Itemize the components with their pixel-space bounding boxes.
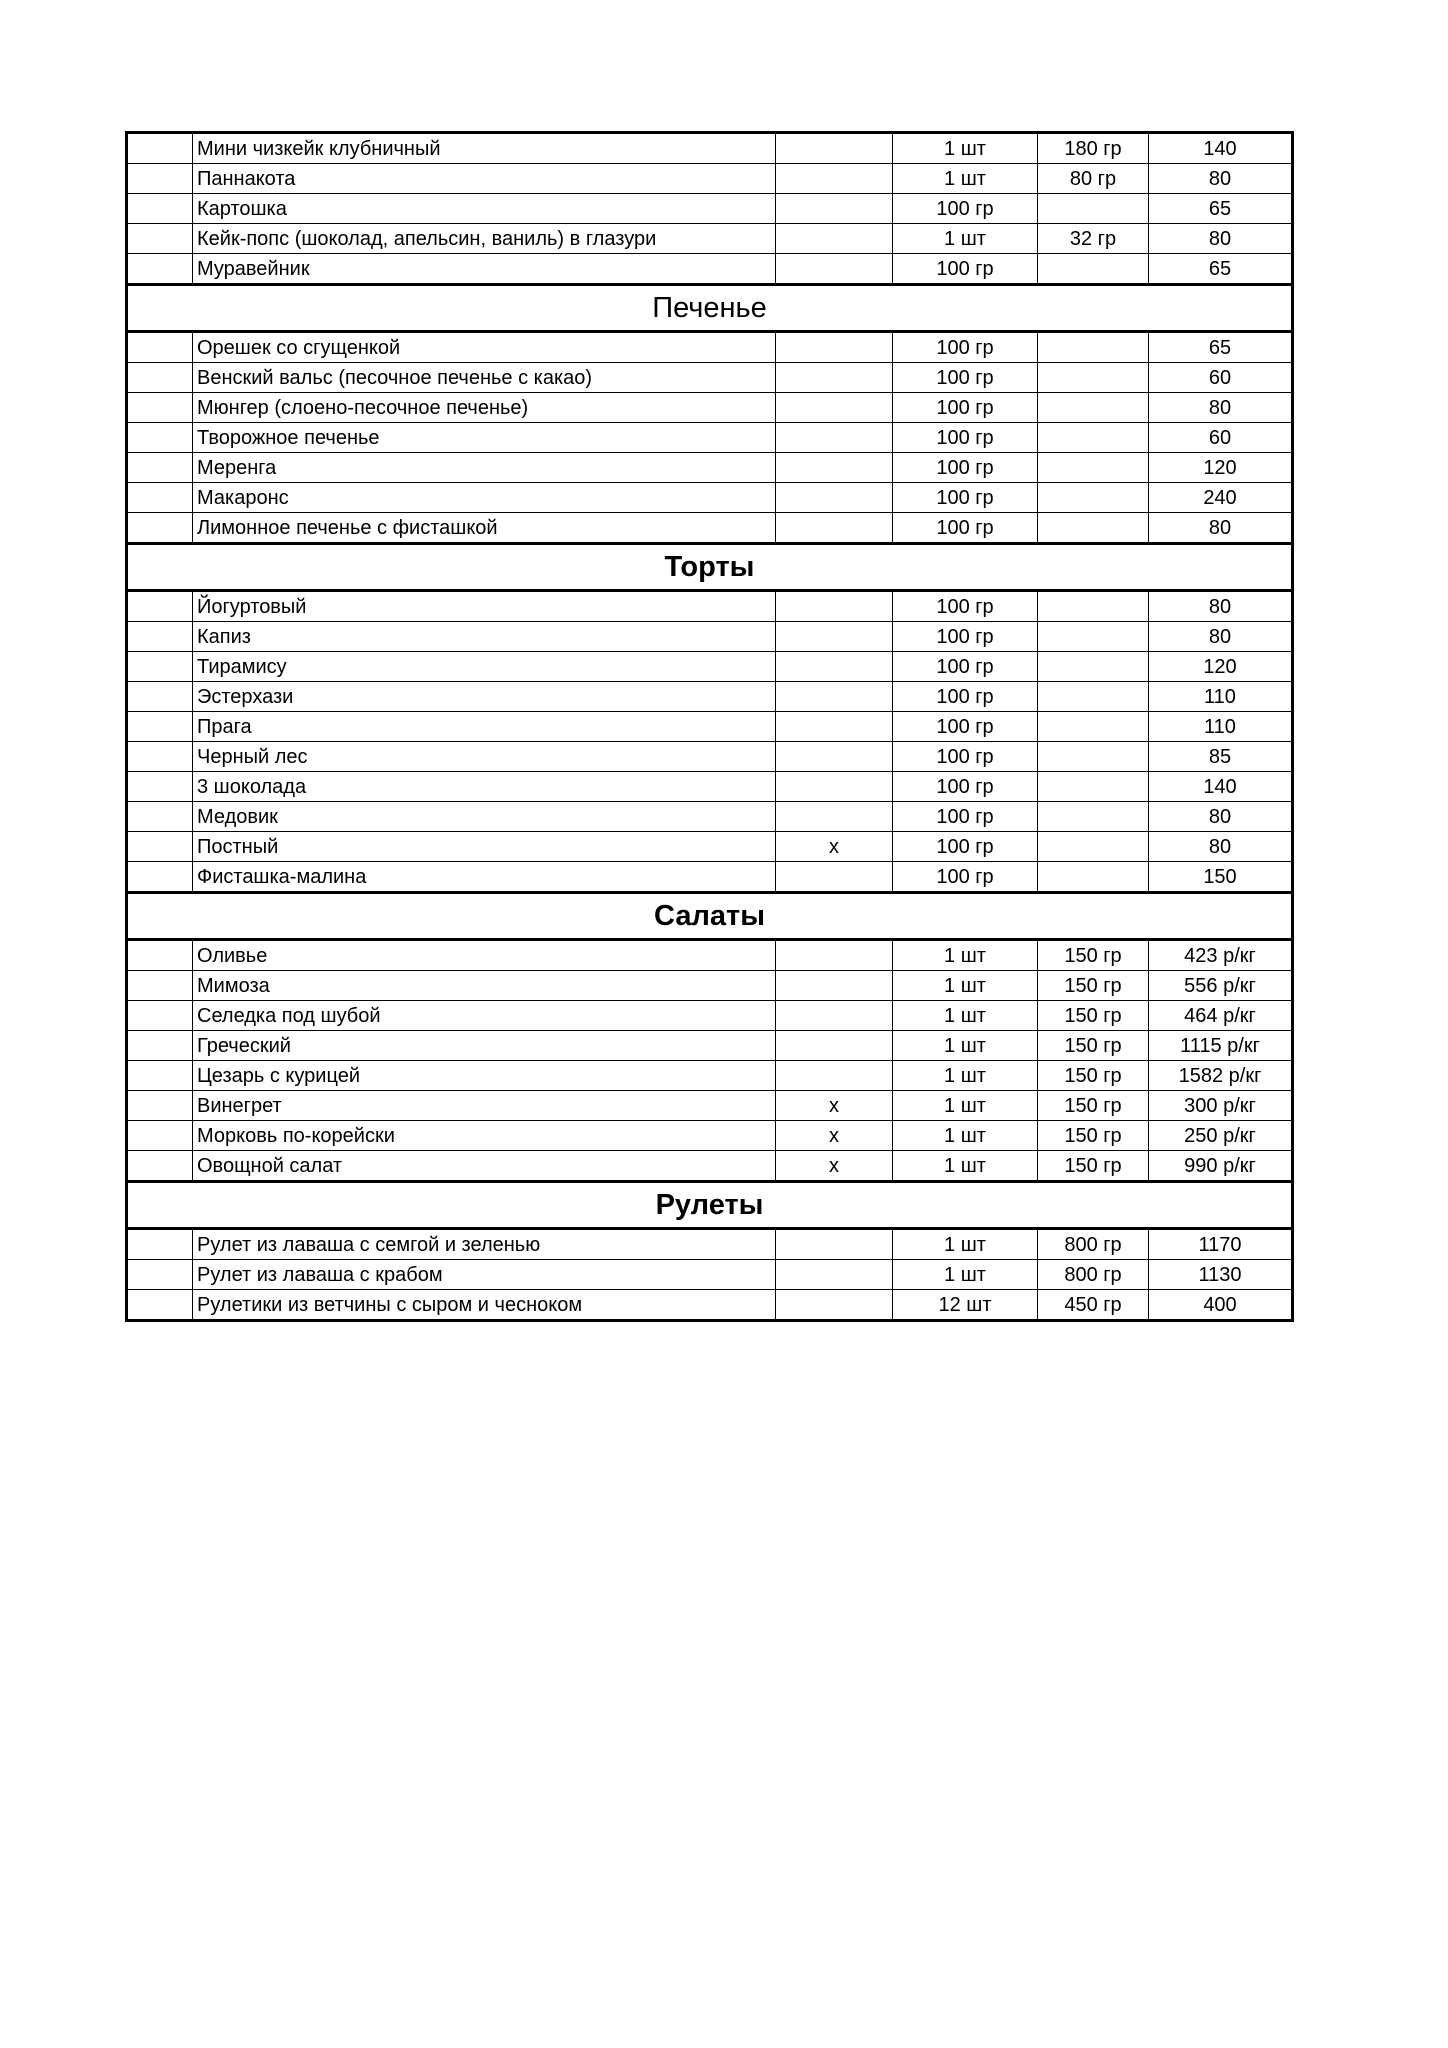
item-price: 1115 р/кг: [1149, 1031, 1293, 1061]
table-row: [127, 1091, 1293, 1121]
table-row: [127, 363, 1293, 393]
item-weight: [1038, 772, 1149, 802]
row-index-cell: [127, 133, 193, 164]
item-mark: [776, 254, 893, 285]
item-quantity: 100 гр: [893, 423, 1038, 453]
item-weight: 180 гр: [1038, 133, 1149, 164]
item-mark: [776, 772, 893, 802]
item-quantity: 100 гр: [893, 652, 1038, 682]
row-index-cell: [127, 164, 193, 194]
row-index-cell: [127, 971, 193, 1001]
item-quantity: 100 гр: [893, 682, 1038, 712]
item-quantity: 1 шт: [893, 1121, 1038, 1151]
item-mark: [776, 1229, 893, 1260]
row-index-cell: [127, 1151, 193, 1182]
section-title: Салаты: [127, 893, 1293, 940]
item-name: Эстерхази: [193, 682, 776, 712]
item-name: Кейк-попс (шоколад, апельсин, ваниль) в глазури: [193, 224, 776, 254]
item-name: Морковь по-корейски: [193, 1121, 776, 1151]
item-weight: [1038, 194, 1149, 224]
item-name: Черный лес: [193, 742, 776, 772]
table-row: [127, 483, 1293, 513]
table-row: [127, 712, 1293, 742]
item-weight: [1038, 682, 1149, 712]
item-quantity: 1 шт: [893, 940, 1038, 971]
item-weight: [1038, 332, 1149, 363]
table-row: [127, 224, 1293, 254]
row-index-cell: [127, 423, 193, 453]
item-mark: [776, 1031, 893, 1061]
item-name: Рулет из лаваша с семгой и зеленью: [193, 1229, 776, 1260]
row-index-cell: [127, 1229, 193, 1260]
item-price: 150: [1149, 862, 1293, 893]
item-weight: [1038, 393, 1149, 423]
table-row: [127, 332, 1293, 363]
item-weight: 800 гр: [1038, 1260, 1149, 1290]
item-mark: [776, 682, 893, 712]
item-mark: [776, 1061, 893, 1091]
item-mark: [776, 332, 893, 363]
item-price: 85: [1149, 742, 1293, 772]
item-quantity: 1 шт: [893, 164, 1038, 194]
item-weight: 150 гр: [1038, 1031, 1149, 1061]
row-index-cell: [127, 453, 193, 483]
item-mark: [776, 363, 893, 393]
section-header-row: [127, 544, 1293, 591]
table-row: [127, 682, 1293, 712]
item-quantity: 100 гр: [893, 393, 1038, 423]
item-quantity: 1 шт: [893, 1061, 1038, 1091]
item-quantity: 100 гр: [893, 712, 1038, 742]
item-weight: 150 гр: [1038, 940, 1149, 971]
table-row: [127, 1001, 1293, 1031]
item-name: Селедка под шубой: [193, 1001, 776, 1031]
item-quantity: 1 шт: [893, 224, 1038, 254]
row-index-cell: [127, 682, 193, 712]
item-weight: [1038, 742, 1149, 772]
item-weight: 150 гр: [1038, 1121, 1149, 1151]
item-name: Капиз: [193, 622, 776, 652]
item-name: Муравейник: [193, 254, 776, 285]
table-row: [127, 1121, 1293, 1151]
item-weight: [1038, 622, 1149, 652]
item-name: Мимоза: [193, 971, 776, 1001]
row-index-cell: [127, 1031, 193, 1061]
item-mark: [776, 133, 893, 164]
row-index-cell: [127, 1001, 193, 1031]
item-weight: [1038, 254, 1149, 285]
item-mark: [776, 1260, 893, 1290]
row-index-cell: [127, 1121, 193, 1151]
item-weight: 32 гр: [1038, 224, 1149, 254]
item-quantity: 1 шт: [893, 1151, 1038, 1182]
table-row: [127, 453, 1293, 483]
row-index-cell: [127, 513, 193, 544]
item-price: 240: [1149, 483, 1293, 513]
row-index-cell: [127, 832, 193, 862]
item-weight: [1038, 832, 1149, 862]
table-row: [127, 652, 1293, 682]
item-quantity: 100 гр: [893, 332, 1038, 363]
item-price: 464 р/кг: [1149, 1001, 1293, 1031]
table-row: [127, 1290, 1293, 1321]
item-mark: [776, 483, 893, 513]
table-row: [127, 742, 1293, 772]
table-row: [127, 862, 1293, 893]
item-weight: [1038, 483, 1149, 513]
item-weight: 150 гр: [1038, 1061, 1149, 1091]
item-price: 990 р/кг: [1149, 1151, 1293, 1182]
table-row: [127, 513, 1293, 544]
item-price: 80: [1149, 164, 1293, 194]
item-quantity: 1 шт: [893, 1031, 1038, 1061]
row-index-cell: [127, 1091, 193, 1121]
item-mark: [776, 862, 893, 893]
table-row: [127, 423, 1293, 453]
row-index-cell: [127, 802, 193, 832]
item-quantity: 100 гр: [893, 591, 1038, 622]
item-price: 65: [1149, 254, 1293, 285]
item-mark: [776, 224, 893, 254]
table-row: [127, 802, 1293, 832]
item-quantity: 1 шт: [893, 1001, 1038, 1031]
item-name: Постный: [193, 832, 776, 862]
table-row: [127, 591, 1293, 622]
item-price: 80: [1149, 622, 1293, 652]
item-name: Оливье: [193, 940, 776, 971]
row-index-cell: [127, 591, 193, 622]
row-index-cell: [127, 254, 193, 285]
item-mark: [776, 802, 893, 832]
section-header-row: [127, 1182, 1293, 1229]
section-title: Торты: [127, 544, 1293, 591]
item-price: 140: [1149, 133, 1293, 164]
price-list-body: [127, 133, 1293, 1321]
item-quantity: 100 гр: [893, 832, 1038, 862]
table-row: [127, 1061, 1293, 1091]
table-row: [127, 1151, 1293, 1182]
table-row: [127, 1031, 1293, 1061]
item-name: Макаронс: [193, 483, 776, 513]
item-mark: x: [776, 832, 893, 862]
item-mark: [776, 712, 893, 742]
item-price: 110: [1149, 682, 1293, 712]
item-price: 80: [1149, 802, 1293, 832]
row-index-cell: [127, 224, 193, 254]
item-price: 140: [1149, 772, 1293, 802]
item-mark: [776, 453, 893, 483]
item-quantity: 1 шт: [893, 1229, 1038, 1260]
item-price: 1582 р/кг: [1149, 1061, 1293, 1091]
item-name: Медовик: [193, 802, 776, 832]
item-weight: 150 гр: [1038, 1091, 1149, 1121]
item-weight: [1038, 453, 1149, 483]
item-name: Орешек со сгущенкой: [193, 332, 776, 363]
item-weight: [1038, 513, 1149, 544]
item-mark: [776, 652, 893, 682]
section-title: Печенье: [127, 285, 1293, 332]
item-name: Рулет из лаваша с крабом: [193, 1260, 776, 1290]
item-weight: 80 гр: [1038, 164, 1149, 194]
item-price: 65: [1149, 332, 1293, 363]
price-list-table: [125, 131, 1294, 1322]
item-quantity: 100 гр: [893, 453, 1038, 483]
item-price: 60: [1149, 363, 1293, 393]
item-mark: [776, 971, 893, 1001]
item-name: Греческий: [193, 1031, 776, 1061]
item-name: Творожное печенье: [193, 423, 776, 453]
item-price: 556 р/кг: [1149, 971, 1293, 1001]
row-index-cell: [127, 483, 193, 513]
item-price: 1130: [1149, 1260, 1293, 1290]
item-name: Лимонное печенье с фисташкой: [193, 513, 776, 544]
table-row: [127, 194, 1293, 224]
item-weight: [1038, 862, 1149, 893]
item-name: Цезарь с курицей: [193, 1061, 776, 1091]
item-weight: 150 гр: [1038, 971, 1149, 1001]
item-mark: x: [776, 1151, 893, 1182]
row-index-cell: [127, 363, 193, 393]
item-quantity: 1 шт: [893, 133, 1038, 164]
item-quantity: 100 гр: [893, 363, 1038, 393]
item-name: Фисташка-малина: [193, 862, 776, 893]
item-mark: [776, 513, 893, 544]
item-price: 110: [1149, 712, 1293, 742]
item-name: Йогуртовый: [193, 591, 776, 622]
item-quantity: 12 шт: [893, 1290, 1038, 1321]
row-index-cell: [127, 393, 193, 423]
item-quantity: 100 гр: [893, 742, 1038, 772]
item-quantity: 100 гр: [893, 622, 1038, 652]
table-row: [127, 622, 1293, 652]
row-index-cell: [127, 742, 193, 772]
table-row: [127, 832, 1293, 862]
item-mark: [776, 164, 893, 194]
row-index-cell: [127, 1260, 193, 1290]
item-quantity: 1 шт: [893, 1260, 1038, 1290]
item-price: 120: [1149, 652, 1293, 682]
table-row: [127, 133, 1293, 164]
item-weight: [1038, 652, 1149, 682]
item-mark: [776, 194, 893, 224]
item-price: 300 р/кг: [1149, 1091, 1293, 1121]
row-index-cell: [127, 652, 193, 682]
row-index-cell: [127, 622, 193, 652]
item-price: 60: [1149, 423, 1293, 453]
item-name: Прага: [193, 712, 776, 742]
item-weight: [1038, 712, 1149, 742]
table-row: [127, 164, 1293, 194]
item-quantity: 100 гр: [893, 862, 1038, 893]
section-header-row: [127, 285, 1293, 332]
table-row: [127, 1260, 1293, 1290]
table-row: [127, 1229, 1293, 1260]
item-quantity: 1 шт: [893, 971, 1038, 1001]
item-price: 80: [1149, 832, 1293, 862]
item-quantity: 100 гр: [893, 513, 1038, 544]
item-name: 3 шоколада: [193, 772, 776, 802]
item-quantity: 100 гр: [893, 802, 1038, 832]
item-weight: 800 гр: [1038, 1229, 1149, 1260]
item-price: 1170: [1149, 1229, 1293, 1260]
item-price: 80: [1149, 224, 1293, 254]
item-name: Рулетики из ветчины с сыром и чесноком: [193, 1290, 776, 1321]
row-index-cell: [127, 772, 193, 802]
section-header-row: [127, 893, 1293, 940]
item-name: Тирамису: [193, 652, 776, 682]
row-index-cell: [127, 1290, 193, 1321]
item-name: Винегрет: [193, 1091, 776, 1121]
item-price: 80: [1149, 393, 1293, 423]
item-name: Паннакота: [193, 164, 776, 194]
row-index-cell: [127, 1061, 193, 1091]
row-index-cell: [127, 194, 193, 224]
item-price: 400: [1149, 1290, 1293, 1321]
item-weight: [1038, 363, 1149, 393]
item-mark: [776, 423, 893, 453]
row-index-cell: [127, 940, 193, 971]
table-row: [127, 971, 1293, 1001]
table-row: [127, 940, 1293, 971]
table-row: [127, 393, 1293, 423]
item-mark: x: [776, 1091, 893, 1121]
item-price: 65: [1149, 194, 1293, 224]
item-name: Картошка: [193, 194, 776, 224]
item-mark: [776, 940, 893, 971]
row-index-cell: [127, 862, 193, 893]
item-price: 120: [1149, 453, 1293, 483]
item-weight: [1038, 423, 1149, 453]
item-name: Мини чизкейк клубничный: [193, 133, 776, 164]
item-price: 80: [1149, 513, 1293, 544]
item-mark: [776, 622, 893, 652]
item-weight: [1038, 802, 1149, 832]
item-price: 423 р/кг: [1149, 940, 1293, 971]
row-index-cell: [127, 332, 193, 363]
item-mark: [776, 1001, 893, 1031]
row-index-cell: [127, 712, 193, 742]
item-name: Овощной салат: [193, 1151, 776, 1182]
table-row: [127, 254, 1293, 285]
item-name: Венский вальс (песочное печенье с какао): [193, 363, 776, 393]
item-name: Меренга: [193, 453, 776, 483]
item-weight: 150 гр: [1038, 1151, 1149, 1182]
item-quantity: 100 гр: [893, 483, 1038, 513]
item-name: Мюнгер (слоено-песочное печенье): [193, 393, 776, 423]
item-weight: 450 гр: [1038, 1290, 1149, 1321]
item-mark: [776, 393, 893, 423]
item-quantity: 100 гр: [893, 254, 1038, 285]
item-mark: x: [776, 1121, 893, 1151]
item-quantity: 1 шт: [893, 1091, 1038, 1121]
item-weight: 150 гр: [1038, 1001, 1149, 1031]
item-quantity: 100 гр: [893, 772, 1038, 802]
section-title: Рулеты: [127, 1182, 1293, 1229]
item-price: 80: [1149, 591, 1293, 622]
item-quantity: 100 гр: [893, 194, 1038, 224]
item-mark: [776, 1290, 893, 1321]
item-mark: [776, 591, 893, 622]
item-weight: [1038, 591, 1149, 622]
item-mark: [776, 742, 893, 772]
item-price: 250 р/кг: [1149, 1121, 1293, 1151]
table-row: [127, 772, 1293, 802]
